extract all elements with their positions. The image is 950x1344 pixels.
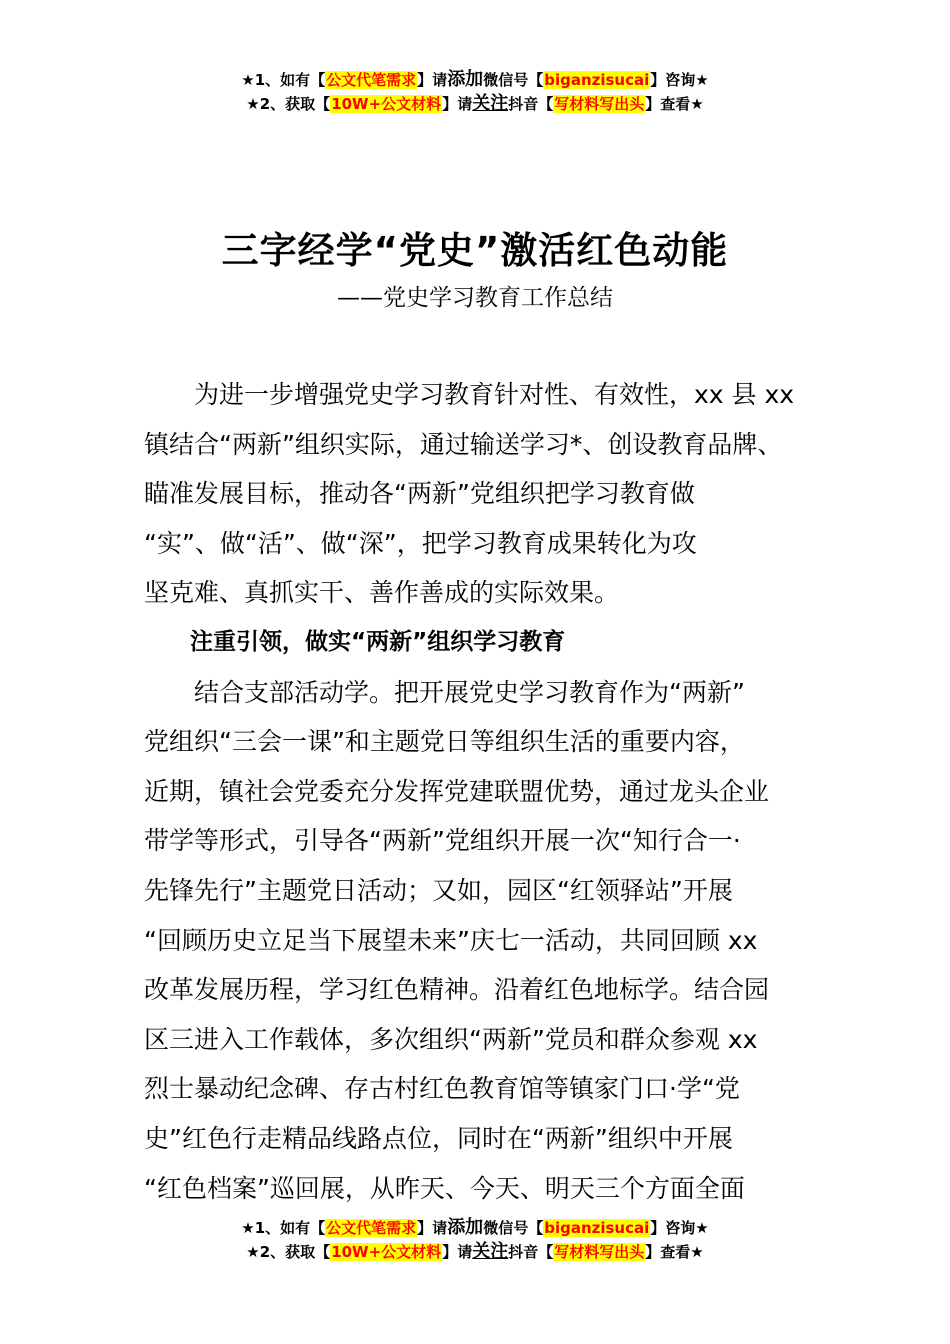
ad-text: 】咨询★ (650, 71, 709, 89)
ad-highlight: 公文代笔需求 (326, 71, 417, 89)
ad-highlight: biganzisucai (544, 71, 650, 89)
ad-emphasis: 关注 (472, 93, 509, 114)
ad-text: 】请 (417, 71, 448, 89)
ad-text: ★2、获取【 (246, 95, 331, 113)
text-line: 结合支部活动学。把开展党史学习教育作为“两新” (194, 677, 745, 707)
text-line: “红色档案”巡回展，从昨天、今天、明天三个方面全面 (144, 1173, 745, 1203)
ad-highlight: 公文代笔需求 (326, 1219, 417, 1237)
text-line: 为进一步增强党史学习教育针对性、有效性，xx 县 xx (194, 380, 795, 409)
ad-line-2 (0, 92, 950, 116)
text-line: 先锋先行”主题党日活动；又如，园区“红领驿站”开展 (144, 875, 733, 905)
section-heading: 注重引领，做实“两新”组织学习教育 (190, 628, 566, 655)
ad-emphasis: 关注 (472, 1241, 509, 1262)
ad-line-2 (0, 1240, 950, 1264)
ad-text: ★1、如有【 (241, 71, 326, 89)
ad-highlight: biganzisucai (544, 1219, 650, 1237)
text-line: 瞄准发展目标，推动各“两新”党组织把学习教育做 (144, 479, 695, 509)
ad-highlight: 写材料写出头 (554, 1243, 645, 1261)
text-line: 坚克难、真抓实干、善作善成的实际效果。 (144, 578, 620, 608)
text-line: 党组织“三会一课”和主题党日等组织生活的重要内容， (144, 727, 745, 757)
ad-line-1 (0, 68, 950, 92)
ad-text: ★2、获取【 (246, 1243, 331, 1261)
header-ad-banner (0, 68, 950, 116)
text-line: 近期，镇社会党委充分发挥党建联盟优势，通过龙头企业 (144, 776, 770, 806)
ad-text: ★1、如有【 (241, 1219, 326, 1237)
ad-text: 】请 (417, 1219, 448, 1237)
ad-line-1 (0, 1216, 950, 1240)
document-subtitle: ——党史学习教育工作总结 (337, 285, 613, 311)
text-line: “回顾历史立足当下展望未来”庆七一活动，共同回顾 xx (144, 925, 758, 955)
ad-text: 微信号【 (483, 71, 544, 89)
ad-text: 】咨询★ (650, 1219, 709, 1237)
text-line: “实”、做“活”、做“深”，把学习教育成果转化为攻 (144, 528, 697, 558)
document-title: 三字经学“党史”激活红色动能 (221, 229, 729, 272)
ad-text: 抖音【 (508, 95, 554, 113)
text-line: 镇结合“两新”组织实际，通过输送学习*、创设教育品牌、 (144, 429, 783, 459)
ad-highlight: 写材料写出头 (554, 95, 645, 113)
ad-text: 抖音【 (508, 1243, 554, 1261)
ad-emphasis: 添加 (447, 69, 484, 90)
text-line: 改革发展历程，学习红色精神。沿着红色地标学。结合园 (144, 975, 770, 1005)
ad-text: 】请 (442, 1243, 473, 1261)
ad-highlight: 10W+公文材料 (331, 1243, 442, 1261)
footer-ad-banner (0, 1216, 950, 1264)
ad-highlight: 10W+公文材料 (331, 95, 442, 113)
ad-text: 】请 (442, 95, 473, 113)
ad-text: 】查看★ (645, 1243, 704, 1261)
ad-text: 】查看★ (645, 95, 704, 113)
text-line: 区三进入工作载体，多次组织“两新”党员和群众参观 xx (144, 1024, 758, 1054)
text-line: 烈士暴动纪念碑、存古村红色教育馆等镇家门口·学“党 (144, 1074, 740, 1104)
paragraph-intro (144, 370, 816, 618)
paragraph-section-1 (144, 668, 816, 1214)
text-line: 史”红色行走精品线路点位，同时在“两新”组织中开展 (144, 1123, 733, 1153)
document-body (144, 370, 816, 1213)
text-line: 带学等形式，引导各“两新”党组织开展一次“知行合一· (144, 826, 741, 856)
ad-text: 微信号【 (483, 1219, 544, 1237)
ad-emphasis: 添加 (447, 1217, 484, 1238)
